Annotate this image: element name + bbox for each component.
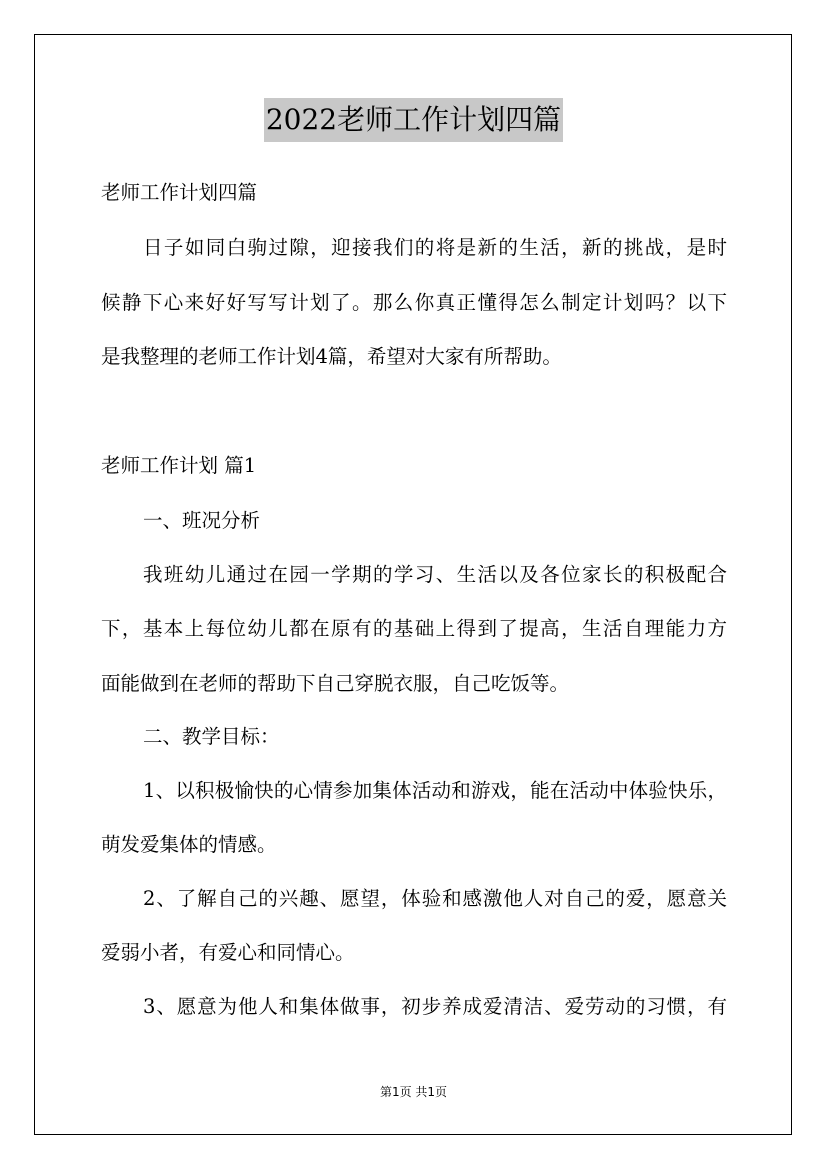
- subsection-heading: 二、教学目标：: [143, 725, 280, 748]
- subtitle-line: 老师工作计划四篇: [101, 181, 258, 204]
- subsection-heading: 一、班况分析: [143, 509, 261, 532]
- page-footer: 第1页 共1页: [379, 1085, 448, 1099]
- document-title: 2022老师工作计划四篇: [264, 98, 563, 142]
- list-item-line: 爱弱小者，有爱心和同情心。: [101, 941, 355, 964]
- list-item-line: 1、以积极愉快的心情参加集体活动和游戏，能在活动中体验快乐，: [143, 779, 727, 802]
- paragraph-line: 候静下心来好好写写计划了。那么你真正懂得怎么制定计划吗？以下: [101, 291, 727, 314]
- paragraph-line: 下，基本上每位幼儿都在原有的基础上得到了提高，生活自理能力方: [101, 617, 727, 640]
- title-wrap: [0, 98, 827, 142]
- paragraph-line: 日子如同白驹过隙，迎接我们的将是新的生活，新的挑战，是时: [143, 236, 727, 259]
- paragraph-line: 我班幼儿通过在园一学期的学习、生活以及各位家长的积极配合: [143, 563, 727, 586]
- paragraph-line: 面能做到在老师的帮助下自己穿脱衣服，自己吃饭等。: [101, 672, 570, 695]
- list-item-line: 3、愿意为他人和集体做事，初步养成爱清洁、爱劳动的习惯，有: [143, 995, 727, 1018]
- section-heading: 老师工作计划 篇1: [101, 454, 257, 477]
- paragraph-line: 是我整理的老师工作计划4篇，希望对大家有所帮助。: [101, 345, 562, 368]
- list-item-line: 萌发爱集体的情感。: [101, 833, 277, 856]
- list-item-line: 2、了解自己的兴趣、愿望，体验和感激他人对自己的爱，愿意关: [143, 887, 727, 910]
